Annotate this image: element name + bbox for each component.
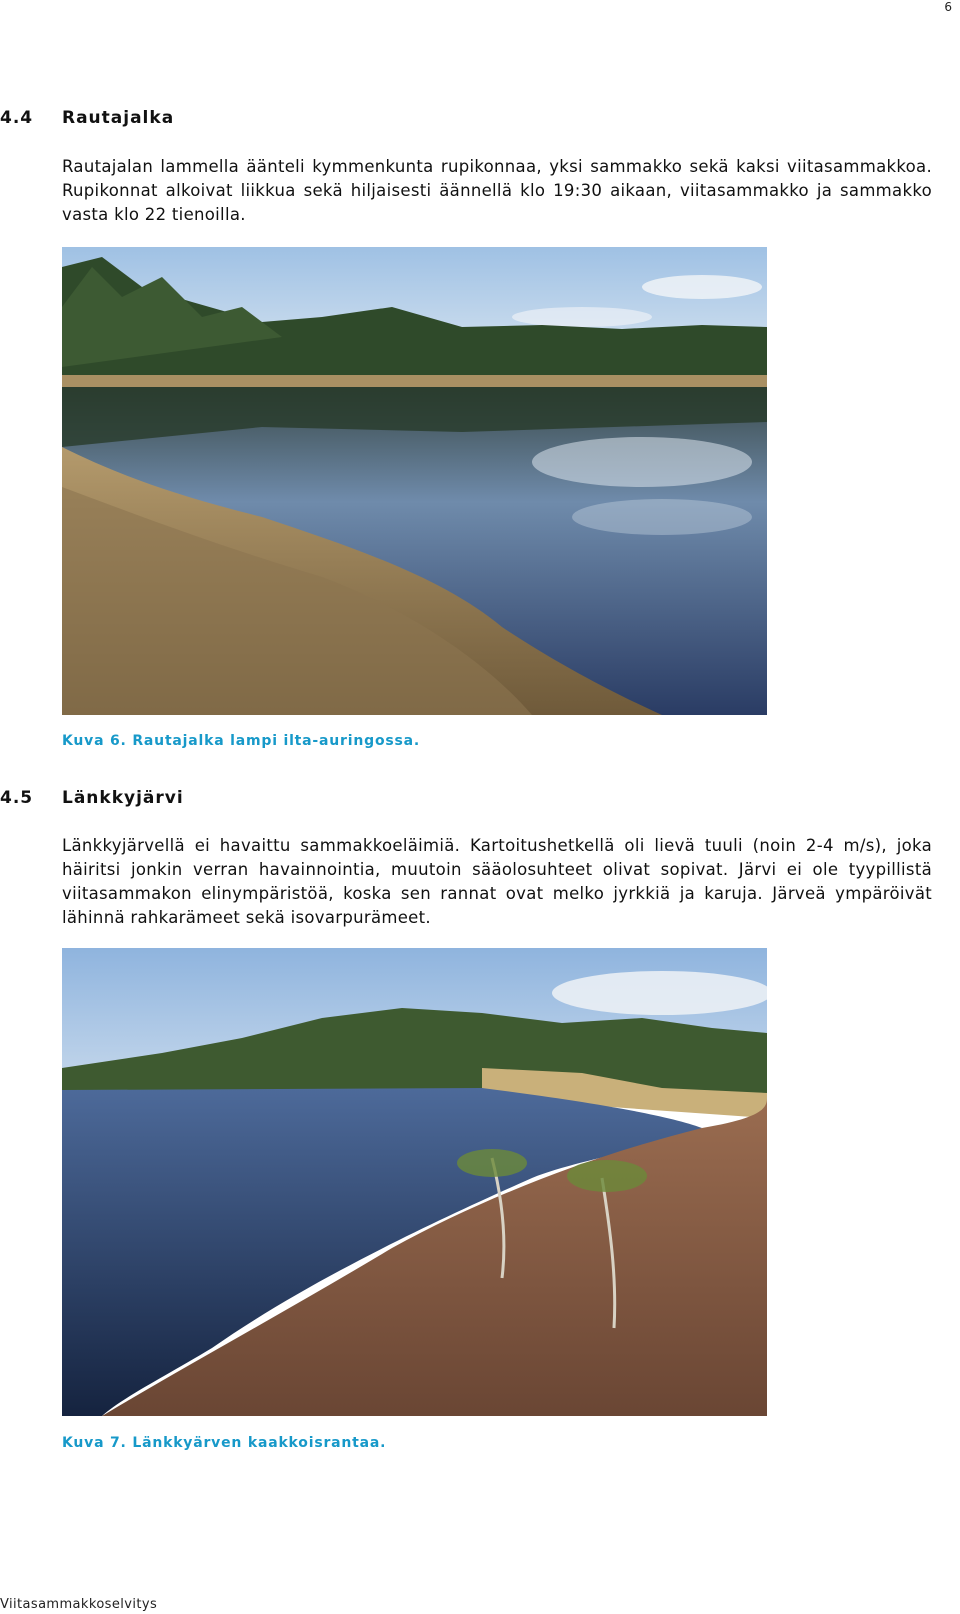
- section-heading-rautajalka: [0, 108, 174, 128]
- photo-rautajalka-pond: [62, 247, 767, 715]
- section-paragraph-rautajalka: [62, 155, 932, 227]
- paragraph-text: Länkkyjärvellä ei havaittu sammakkoeläimiä. Kartoitushetkellä oli lievä tuuli (noin 2-4 m/s), joka häiritsi jonkin verran havainnointia, muutoin sääolosuhteet olivat sopivat. Järvi ei ole tyypillistä viitasammakon elinympäristöä, koska sen rannat ovat melko jyrkkiä ja karuja. Järveä ympäröivät lähinnä rahkarämeet sekä isovarpurämeet.: [62, 836, 932, 927]
- page-footer: Viitasammakkoselvitys: [0, 1597, 158, 1612]
- paragraph-text: Rautajalan lammella äänteli kymmenkunta rupikonnaa, yksi sammakko sekä kaksi viitasammakkoa. Rupikonnat alkoivat liikkua sekä hiljaisesti äännellä klo 19:30 aikaan, viitasammakko ja sammakko vasta klo 22 tienoilla.: [62, 157, 932, 224]
- section-title: Länkkyjärvi: [62, 788, 184, 808]
- photo-lankkyjarvi-shore: [62, 948, 767, 1416]
- section-number: 4.5: [0, 788, 34, 808]
- figure-caption-kuva-7: Kuva 7. Länkkyärven kaakkoisrantaa.: [62, 1435, 387, 1451]
- figure-caption-kuva-6: Kuva 6. Rautajalka lampi ilta-auringossa.: [62, 733, 420, 749]
- section-paragraph-lankkyjarvi: [62, 834, 932, 930]
- section-title: Rautajalka: [62, 108, 175, 128]
- section-heading-lankkyjarvi: [0, 788, 184, 808]
- section-number: 4.4: [0, 108, 34, 128]
- page-number: 6: [944, 0, 952, 14]
